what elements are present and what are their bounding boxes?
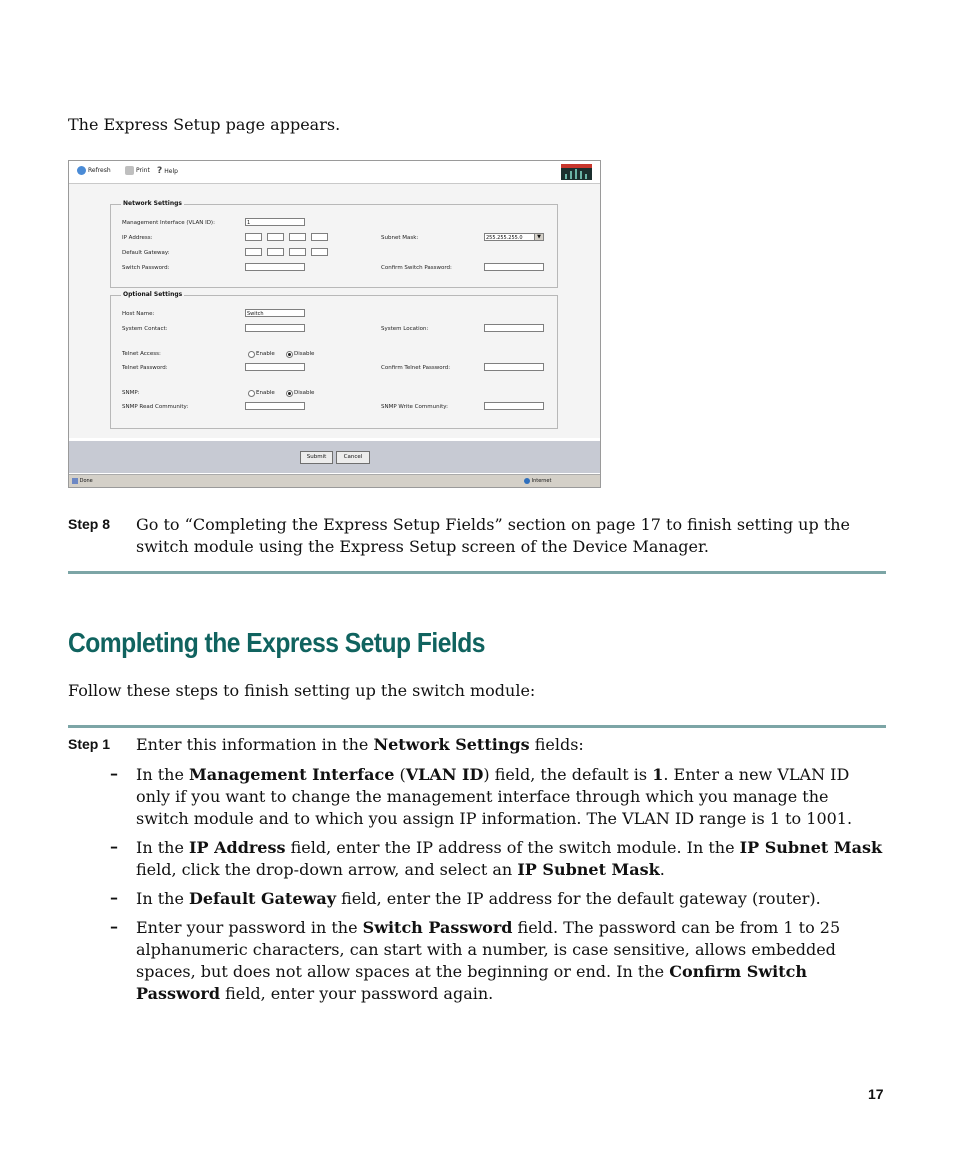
submit-button[interactable]: Submit xyxy=(300,451,333,464)
page-icon xyxy=(72,478,78,484)
step-8-label: Step 8 xyxy=(68,516,111,532)
optional-settings-fieldset xyxy=(110,291,558,429)
refresh-icon xyxy=(77,166,86,175)
snmp-enable-label: Enable xyxy=(256,390,275,396)
bullet-management-interface: In the Management Interface (VLAN ID) field, the default is 1. Enter a new VLAN ID only if you want to change the management interface through which you manage the switch module and to which you assign IP information. The VLAN ID range is 1 to 1001. xyxy=(136,765,853,828)
follow-text: Follow these steps to finish setting up the switch module: xyxy=(68,681,536,700)
subnet-mask-value: 255.255.255.0 xyxy=(486,235,523,241)
network-settings-title: Network Settings xyxy=(123,200,182,207)
telnet-access-label: Telnet Access: xyxy=(122,351,161,357)
mgmt-interface-label: Management Interface (VLAN ID): xyxy=(122,220,215,226)
bullet-dash: – xyxy=(110,888,118,907)
gateway-octet-4[interactable] xyxy=(311,248,328,256)
bullet-dash: – xyxy=(110,917,118,936)
telnet-enable-label: Enable xyxy=(256,351,275,357)
chevron-down-icon[interactable]: ▼ xyxy=(534,234,543,240)
host-name-label: Host Name: xyxy=(122,311,155,317)
telnet-password-input[interactable] xyxy=(245,363,305,371)
ip-octet-3[interactable] xyxy=(289,233,306,241)
gateway-octet-3[interactable] xyxy=(289,248,306,256)
snmp-disable-label: Disable xyxy=(294,390,315,396)
page-number: 17 xyxy=(868,1086,884,1102)
ip-octet-2[interactable] xyxy=(267,233,284,241)
switch-password-label: Switch Password: xyxy=(122,265,170,271)
step-1-label: Step 1 xyxy=(68,736,111,752)
telnet-password-label: Telnet Password: xyxy=(122,365,168,371)
globe-icon xyxy=(524,478,530,484)
intro-text: The Express Setup page appears. xyxy=(68,115,341,134)
snmp-disable-radio[interactable] xyxy=(286,390,293,397)
bullet-switch-password: Enter your password in the Switch Password field. The password can be from 1 to 25 alphanumeric characters, can start with a number, is case sensitive, allows embedded spaces, but does not allow spaces at the beginning or end. In the Confirm Switch Password field, enter your password again. xyxy=(136,918,841,1003)
section-heading: Completing the Express Setup Fields xyxy=(68,627,485,658)
system-location-input[interactable] xyxy=(484,324,544,332)
print-button[interactable] xyxy=(125,166,150,175)
ip-octet-1[interactable] xyxy=(245,233,262,241)
snmp-label: SNMP: xyxy=(122,390,140,396)
ip-octet-4[interactable] xyxy=(311,233,328,241)
help-label: Help xyxy=(164,167,178,175)
snmp-enable-radio[interactable] xyxy=(248,390,255,397)
snmp-read-community-input[interactable] xyxy=(245,402,305,410)
cancel-button[interactable]: Cancel xyxy=(336,451,370,464)
step-8-text: Go to “Completing the Express Setup Fields” section on page 17 to finish setting up the switch module using the Express Setup screen of the Device Manager. xyxy=(136,515,850,556)
form-area xyxy=(69,184,600,438)
status-done xyxy=(72,475,93,487)
system-location-label: System Location: xyxy=(381,326,429,332)
express-setup-screenshot xyxy=(68,160,601,488)
bullet-dash: – xyxy=(110,764,118,783)
bullet-ip-address: In the IP Address field, enter the IP address of the switch module. In the IP Subnet Mask field, click the drop-down arrow, and select an IP Subnet Mask. xyxy=(136,838,883,879)
printer-icon xyxy=(125,166,134,175)
refresh-label: Refresh xyxy=(88,167,111,174)
telnet-disable-label: Disable xyxy=(294,351,315,357)
form-footer xyxy=(69,441,600,473)
confirm-switch-password-label: Confirm Switch Password: xyxy=(381,265,452,271)
status-done-label: Done xyxy=(79,478,93,484)
bullet-default-gateway: In the Default Gateway field, enter the IP address for the default gateway (router). xyxy=(136,889,821,908)
help-button[interactable] xyxy=(157,166,178,176)
snmp-read-community-label: SNMP Read Community: xyxy=(122,404,189,410)
refresh-button[interactable] xyxy=(77,166,111,175)
subnet-mask-label: Subnet Mask: xyxy=(381,235,419,241)
status-internet xyxy=(524,475,551,487)
network-settings-fieldset xyxy=(110,200,558,288)
confirm-switch-password-input[interactable] xyxy=(484,263,544,271)
status-internet-label: Internet xyxy=(531,478,552,484)
ip-address-label: IP Address: xyxy=(122,235,153,241)
browser-status-bar xyxy=(69,474,600,487)
confirm-telnet-password-input[interactable] xyxy=(484,363,544,371)
bullet-dash: – xyxy=(110,837,118,856)
gateway-octet-1[interactable] xyxy=(245,248,262,256)
system-contact-label: System Contact: xyxy=(122,326,168,332)
cisco-logo xyxy=(561,164,592,180)
section-rule xyxy=(68,571,886,574)
mgmt-interface-input[interactable]: 1 xyxy=(245,218,305,226)
host-name-input[interactable]: Switch xyxy=(245,309,305,317)
steps-rule xyxy=(68,725,886,728)
step-1-text: Enter this information in the Network Settings fields: xyxy=(136,735,584,754)
system-contact-input[interactable] xyxy=(245,324,305,332)
browser-toolbar xyxy=(69,161,600,184)
confirm-telnet-password-label: Confirm Telnet Password: xyxy=(381,365,451,371)
print-label: Print xyxy=(136,167,150,174)
help-icon: ? xyxy=(157,166,163,176)
optional-settings-title: Optional Settings xyxy=(123,291,183,298)
switch-password-input[interactable] xyxy=(245,263,305,271)
gateway-octet-2[interactable] xyxy=(267,248,284,256)
snmp-write-community-input[interactable] xyxy=(484,402,544,410)
telnet-disable-radio[interactable] xyxy=(286,351,293,358)
telnet-enable-radio[interactable] xyxy=(248,351,255,358)
subnet-mask-select[interactable] xyxy=(484,233,544,241)
snmp-write-community-label: SNMP Write Community: xyxy=(381,404,448,410)
default-gateway-label: Default Gateway: xyxy=(122,250,170,256)
